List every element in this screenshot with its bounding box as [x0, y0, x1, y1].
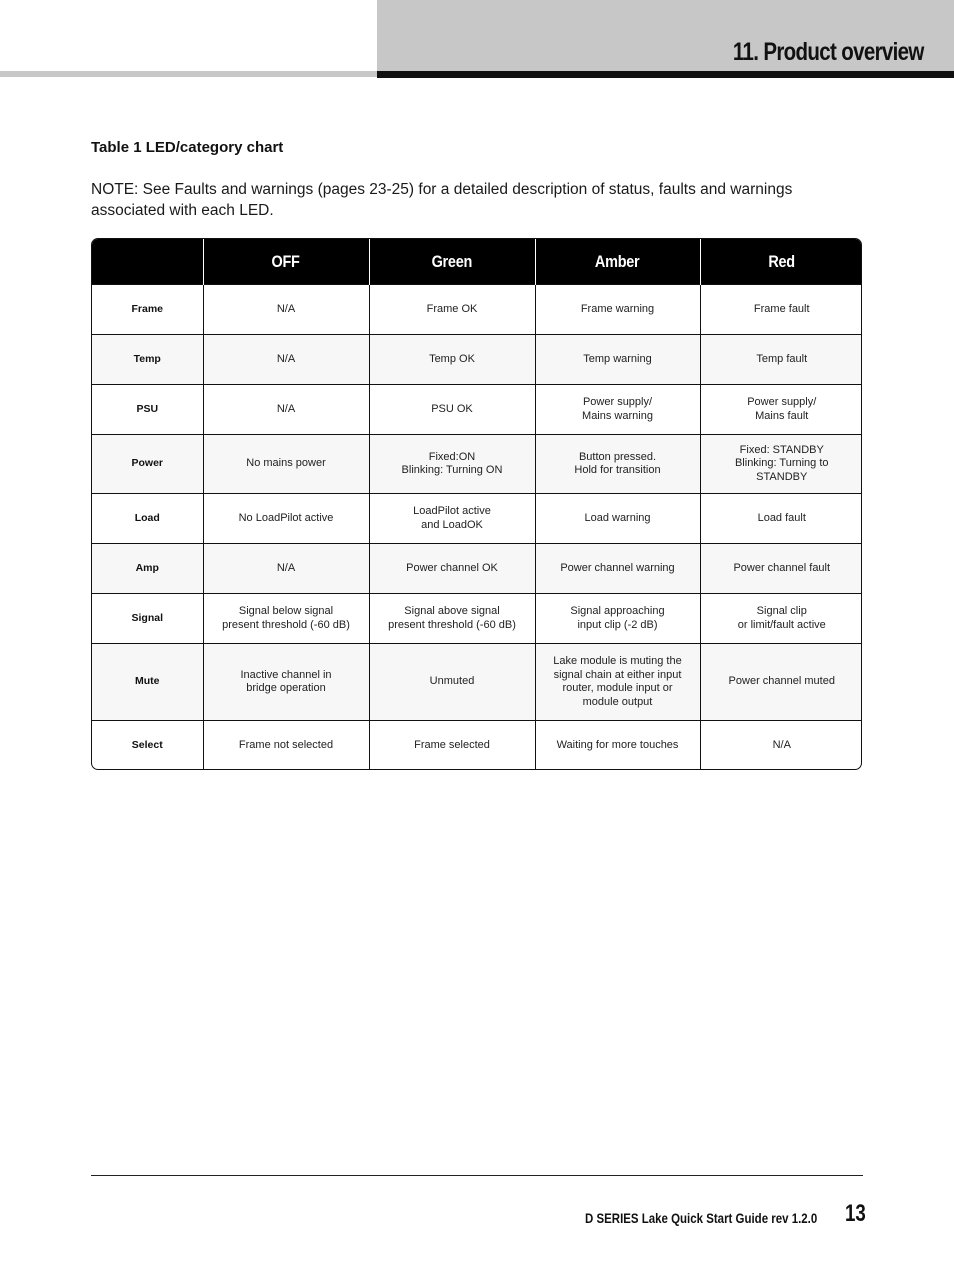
cell-red: Load fault [700, 494, 862, 544]
led-category-table [91, 238, 862, 770]
cell-green: Power channel OK [369, 544, 535, 594]
cell-off: N/A [203, 335, 369, 385]
column-header-green: Green [369, 239, 535, 285]
cell-green: Frame selected [369, 721, 535, 771]
cell-amber: Power supply/ Mains warning [535, 385, 700, 435]
cell-off: No mains power [203, 435, 369, 494]
row-category-label: Signal [92, 594, 203, 644]
cell-red: N/A [700, 721, 862, 771]
cell-red: Temp fault [700, 335, 862, 385]
cell-amber: Lake module is muting the signal chain at either input router, module input or module output [535, 644, 700, 721]
cell-red: Power supply/ Mains fault [700, 385, 862, 435]
cell-off: N/A [203, 544, 369, 594]
row-category-label: Temp [92, 335, 203, 385]
row-category-label: Load [92, 494, 203, 544]
cell-green: LoadPilot active and LoadOK [369, 494, 535, 544]
table-row [92, 285, 862, 335]
section-title: 11. Product overview [733, 38, 924, 66]
column-header-category [92, 239, 203, 285]
cell-red: Power channel muted [700, 644, 862, 721]
cell-off: Inactive channel in bridge operation [203, 644, 369, 721]
table-row [92, 335, 862, 385]
footer-rule [91, 1175, 863, 1176]
cell-red: Power channel fault [700, 544, 862, 594]
cell-green: Fixed:ON Blinking: Turning ON [369, 435, 535, 494]
table-row [92, 385, 862, 435]
cell-amber: Frame warning [535, 285, 700, 335]
row-category-label: Frame [92, 285, 203, 335]
cell-amber: Load warning [535, 494, 700, 544]
table-row [92, 494, 862, 544]
cell-green: Unmuted [369, 644, 535, 721]
table-row [92, 721, 862, 771]
cell-red: Fixed: STANDBY Blinking: Turning to STANDBY [700, 435, 862, 494]
cell-amber: Button pressed. Hold for transition [535, 435, 700, 494]
row-category-label: Amp [92, 544, 203, 594]
cell-off: Frame not selected [203, 721, 369, 771]
header-left-band [0, 71, 377, 77]
footer-doc-title: D SERIES Lake Quick Start Guide rev 1.2.0 [584, 1210, 817, 1226]
note-text: NOTE: See Faults and warnings (pages 23-25) for a detailed description of status, faults and warnings associated with each LED. [91, 181, 793, 219]
column-header-off: OFF [203, 239, 369, 285]
row-category-label: Mute [92, 644, 203, 721]
led-table [92, 239, 862, 770]
cell-green: Frame OK [369, 285, 535, 335]
table-row [92, 435, 862, 494]
row-category-label: Power [92, 435, 203, 494]
cell-green: Temp OK [369, 335, 535, 385]
cell-amber: Signal approaching input clip (-2 dB) [535, 594, 700, 644]
cell-amber: Waiting for more touches [535, 721, 700, 771]
cell-off: N/A [203, 385, 369, 435]
cell-green: Signal above signal present threshold (-60 dB) [369, 594, 535, 644]
row-category-label: PSU [92, 385, 203, 435]
header-right-bar [377, 71, 954, 78]
cell-off: N/A [203, 285, 369, 335]
column-header-red: Red [700, 239, 862, 285]
cell-off: No LoadPilot active [203, 494, 369, 544]
table-row [92, 544, 862, 594]
cell-amber: Power channel warning [535, 544, 700, 594]
page-number: 13 [845, 1200, 866, 1227]
cell-off: Signal below signal present threshold (-60 dB) [203, 594, 369, 644]
table-row [92, 594, 862, 644]
column-header-amber: Amber [535, 239, 700, 285]
table-caption: Table 1 LED/category chart [91, 139, 284, 156]
cell-red: Frame fault [700, 285, 862, 335]
row-category-label: Select [92, 721, 203, 771]
cell-red: Signal clip or limit/fault active [700, 594, 862, 644]
table-header-row [92, 239, 862, 285]
cell-green: PSU OK [369, 385, 535, 435]
table-row [92, 644, 862, 721]
cell-amber: Temp warning [535, 335, 700, 385]
